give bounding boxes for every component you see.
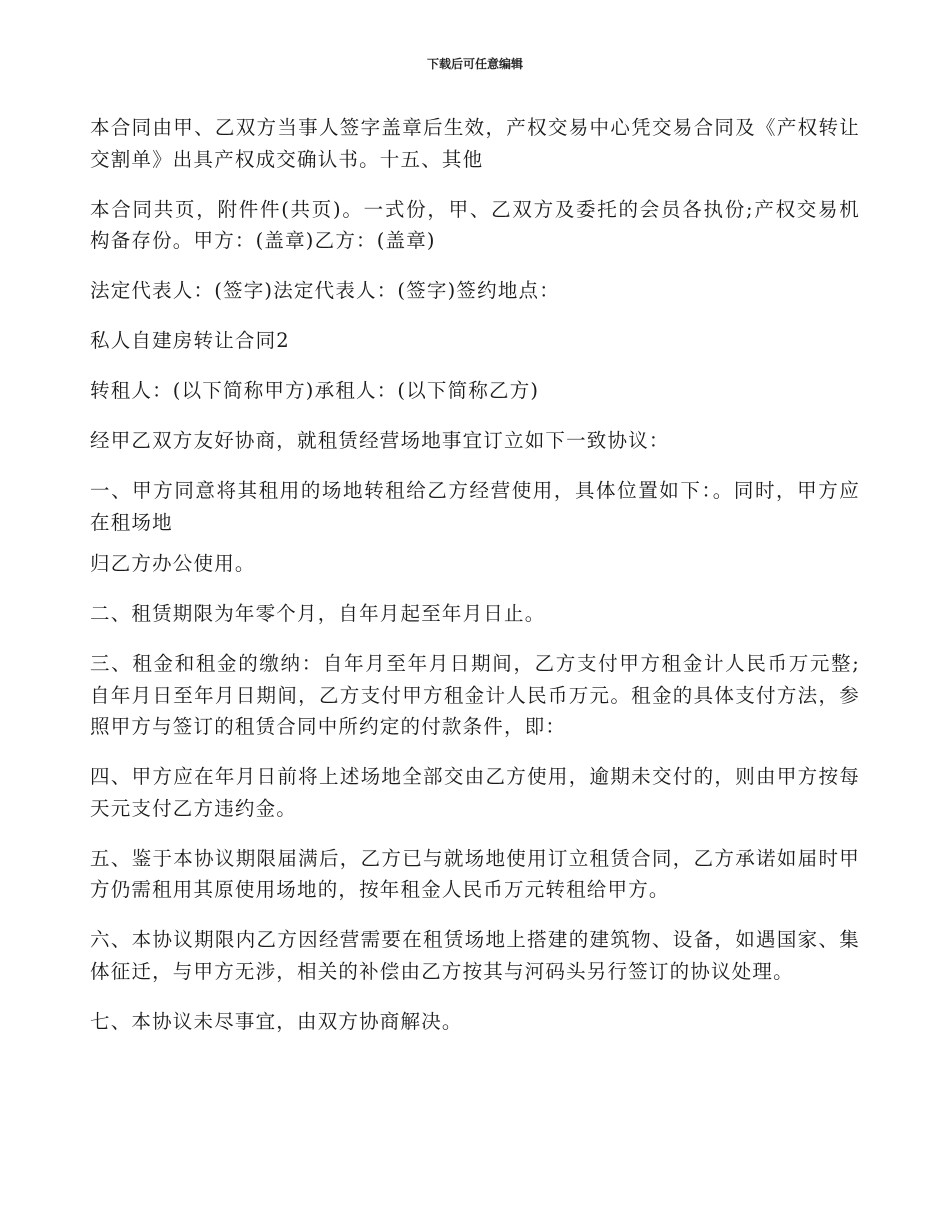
paragraph-clause-7: 七、本协议未尽事宜，由双方协商解决。 [90,1009,463,1033]
paragraph-clause-3: 三、租金和租金的缴纳：自年月至年月日期间，乙方支付甲方租金计人民币万元整;自年月日至年月日期间，乙方支付甲方租金计人民币万元。租金的具体支付方法，参照甲方与签订的租赁合同中所约定的付款条件，即： [90,652,860,738]
paragraph-effectiveness: 本合同由甲、乙双方当事人签字盖章后生效，产权交易中心凭交易合同及《产权转让交割单》出具产权成交确认书。十五、其他 [90,116,860,171]
paragraph-clause-4: 四、甲方应在年月日前将上述场地全部交由乙方使用，逾期未交付的，则由甲方按每天元支付乙方违约金。 [90,765,860,820]
paragraph-parties: 转租人：(以下简称甲方)承租人：(以下简称乙方) [90,379,540,402]
page-header: 下载后可任意编辑 [426,57,523,71]
paragraph-copies: 本合同共页，附件件(共页)。一式份，甲、乙双方及委托的会员各执份;产权交易机构备存份。甲方：(盖章)乙方：(盖章) [90,197,860,252]
document-body [90,112,860,1056]
paragraph-preamble: 经甲乙双方友好协商，就租赁经营场地事宜订立如下一致协议： [90,429,670,452]
paragraph-signatures: 法定代表人：(签字)法定代表人：(签字)签约地点： [90,279,560,302]
paragraph-clause-1: 一、甲方同意将其租用的场地转租给乙方经营使用，具体位置如下：。同时，甲方应在租场地 [90,479,860,534]
paragraph-clause-1-cont: 归乙方办公使用。 [90,552,256,575]
paragraph-clause-6: 六、本协议期限内乙方因经营需要在租赁场地上搭建的建筑物、设备，如遇国家、集体征迁，与甲方无涉，相关的补偿由乙方按其与河码头另行签订的协议处理。 [90,928,860,983]
paragraph-clause-5: 五、鉴于本协议期限届满后，乙方已与就场地使用订立租赁合同，乙方承诺如届时甲方仍需租用其原使用场地的，按年租金人民币万元转租给甲方。 [90,846,860,901]
paragraph-contract-title: 私人自建房转让合同2 [90,329,290,352]
paragraph-clause-2: 二、租赁期限为年零个月，自年月起至年月日止。 [90,602,546,625]
